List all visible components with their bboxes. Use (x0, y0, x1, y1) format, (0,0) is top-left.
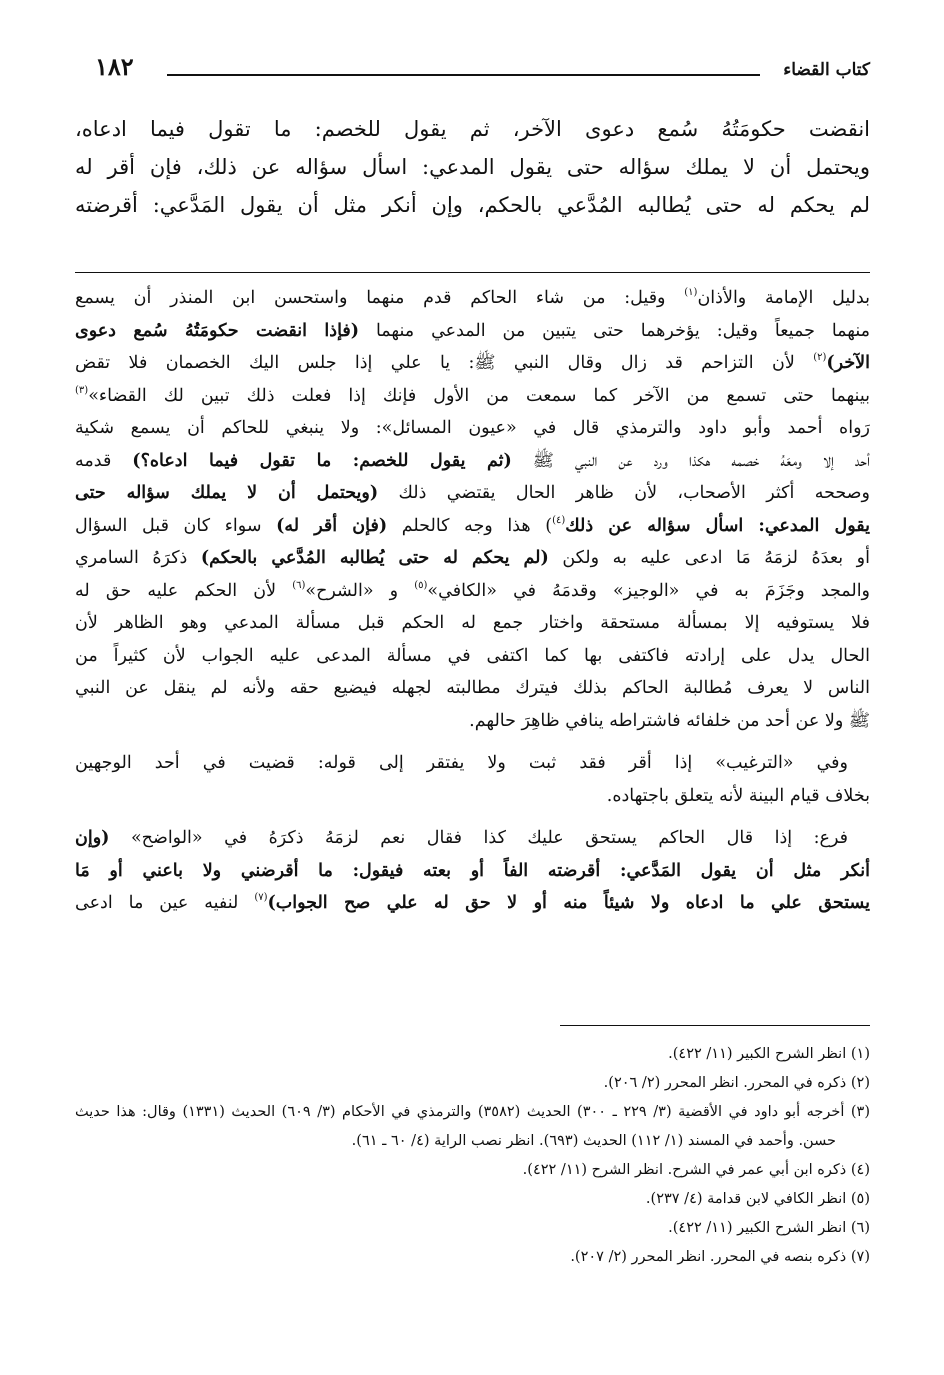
quoted-matn: الآخر) (826, 353, 870, 373)
text-segment: بخلاف قيام البينة لأنه يتعلق باجتهاده. (606, 785, 870, 806)
text-segment: و «الشرح» (305, 580, 415, 601)
text-segment: لنفيه عين ما ادعى (75, 893, 255, 913)
text-segment: بدليل الإمامة والأذان (697, 288, 870, 308)
text-segment: وفي «الترغيب» إذا أقر فقد ثبت ولا يفتقر إلى قوله: قضيت في أحد الوجهين (75, 753, 848, 773)
text-segment: ذكرَهُ السامري (75, 548, 201, 568)
page-number: ١٨٢ (95, 52, 134, 81)
text-segment: فلا يستوفيه إلا بمسألة مستحقة واختار جمع له الحكم قبل مسألة المدعي وهو الظاهر لأن (75, 613, 870, 633)
text-segment: فرع: إذا قال الحاكم يستحق عليك كذا فقال نعم لزمَهُ ذكرَهُ في «الواضح» (109, 828, 848, 848)
text-segment: بينهما حتى تسمع من الآخر كما سمعت من الأول فإنك إذا فعلت ذلك تبين لك القضاء» (88, 385, 870, 406)
footnote-ref[interactable]: (٣) (75, 384, 89, 396)
main-text (75, 110, 870, 224)
text-line (75, 575, 870, 608)
footnote-ref[interactable]: (٧) (254, 892, 268, 903)
footnote: (٧) ذكره بنصه في المحرر. انظر المحرر (٢/ ٢٠٧). (570, 1249, 870, 1265)
text-line (75, 822, 870, 855)
text-line (75, 315, 870, 348)
text-segment: منهما جميعاً وقيل: يؤخرهما حتى يتبين من المدعي منهما (359, 320, 870, 341)
quoted-matn: (فإن أقر له) (276, 515, 388, 536)
text-line (75, 855, 870, 888)
footnote-ref[interactable]: (١) (684, 287, 698, 298)
quoted-matn: (لم يحكم له حتى يُطالبه المُدَّعي بالحكم) (200, 548, 549, 568)
footnote: (٥) انظر الكافي لابن قدامة (٤/ ٢٣٧). (645, 1191, 870, 1207)
text-segment: والمجد وجَزَمَ به في «الوجيز» وقدمَهُ في «الكافي» (427, 580, 871, 601)
quoted-matn: يستحق علي ما ادعاه ولا شيئاً منه أو لا حق له علي صح الجواب) (267, 893, 870, 913)
text-segment: لم يحكم له حتى يُطالبه المُدَّعي بالحكم، وإن أنكر مثل أن يقول المَدَّعي: أقرضته (75, 193, 870, 217)
text-segment: ) هذا وجه كالحلم (387, 515, 553, 536)
chapter-title: كتاب القضاء (783, 60, 870, 80)
text-segment: لأن التزاحم قد زال وقال النبي ﷺ: يا علي إذا جلس اليك الخصمان فلا تقض (75, 353, 814, 373)
text-segment: الحال يدل على إرادته فاكتفى بها كما اكتفى في مسألة المدعى عليه الجواب لأن كثيراً من (75, 645, 870, 666)
running-header (95, 52, 870, 86)
quoted-matn: (وإن (75, 828, 110, 848)
footnote-ref[interactable]: (٥) (414, 579, 428, 591)
quoted-matn: (فإذا انقضت حكومَتُهُ سُمع دعوى (75, 320, 360, 341)
text-segment: قدمه (75, 450, 133, 471)
footnote: (٢) ذكره في المحرر. انظر المحرر (٢/ ٢٠٦). (603, 1075, 870, 1091)
text-segment: ﷺ ولا عن أحد من خلفائه فاشتراطه ينافي ظاهِرَ حالهم. (469, 710, 870, 731)
text-segment: انقضت حكومَتُهُ سُمع دعوى الآخر، ثم يقول للخصم: ما تقول فيما ادعاه، (75, 117, 870, 141)
text-segment: سواء كان قبل السؤال (75, 515, 277, 536)
text-segment: أحد إلا ومعَهُ خصمه هكذا ورد عن النبي ﷺ (511, 450, 871, 471)
quoted-matn: (ثم يقول للخصم: ما تقول فيما ادعاه؟) (132, 450, 512, 471)
text-line (75, 412, 870, 445)
text-line (75, 510, 870, 543)
text-segment: لأن الحكم عليه حق له (75, 580, 293, 601)
text-segment: الناس لا يعرف مُطالبة الحاكم بذلك فيترك مطالبته لجهله فيضيع حقه ولأنه لم ينقل عن النبي (75, 678, 870, 698)
text-line (75, 186, 870, 224)
text-segment: وصححه أكثر الأصحاب، لأن ظاهر الحال يقتضي ذلك (378, 483, 870, 503)
paragraph (75, 747, 870, 812)
footnote-ref[interactable]: (٦) (292, 579, 306, 591)
footnotes (75, 1040, 870, 1272)
footnote-ref[interactable]: (٢) (813, 352, 827, 363)
footnote: (١) انظر الشرح الكبير (١١/ ٤٢٢). (668, 1046, 870, 1062)
footnote-ref[interactable]: (٤) (552, 514, 566, 526)
text-line (75, 780, 870, 813)
commentary-text (75, 282, 870, 920)
text-segment: وقيل: من شاء الحاكم قدم منهما واستحسن ابن المنذر أن يسمع (75, 288, 685, 308)
text-line (75, 347, 870, 380)
text-line (75, 445, 870, 478)
text-line (75, 148, 870, 186)
text-line (75, 477, 870, 510)
text-line (75, 887, 870, 920)
quoted-matn: يقول المدعي: اسأل سؤاله عن ذلك (565, 515, 870, 536)
text-segment: ويحتمل أن لا يملك سؤاله حتى يقول المدعي: اسأل سؤاله عن ذلك، فإن أقر له (75, 155, 870, 179)
text-segment: رَواه أحمد وأبو داود والترمذي قال في «عيون المسائل»: ولا ينبغي للحاكم أن يسمع شكية (75, 418, 870, 438)
paragraph (75, 822, 870, 920)
text-line (75, 542, 870, 575)
quoted-matn: أنكر مثل أن يقول المَدَّعي: أقرضته الفاً أو بعته فيقول: ما أقرضني ولا باعني أو مَا (75, 860, 870, 881)
footnote-divider (560, 1025, 870, 1026)
text-line (75, 282, 870, 315)
quoted-matn: (ويحتمل أن لا يملك سؤاله حتى (75, 483, 379, 503)
text-line (75, 607, 870, 640)
text-line (75, 380, 870, 413)
footnote: (٣) أخرجه أبو داود في الأقضية (٣/ ٢٢٩ ـ ٣٠٠) الحديث (٣٥٨٢) والترمذي في الأحكام (٣/ ٦٠٩) الحديث (١٣٣١) وقال: هذا حديث حسن. وأحمد في المسند (١/ ١١٢) الحديث (٦٩٣). انظر نصب الراية (٤/ ٦٠ ـ ٦١). (75, 1104, 871, 1149)
text-segment: أو بعدَهُ لزمَهُ مَا ادعى عليه به ولكن (548, 548, 870, 568)
header-rule (167, 74, 760, 76)
text-line (75, 705, 870, 738)
paragraph (75, 282, 870, 737)
text-line (75, 110, 870, 148)
text-line (75, 640, 870, 673)
text-divider (75, 272, 870, 273)
text-line (75, 672, 870, 705)
text-line (75, 747, 870, 780)
footnote: (٤) ذكره ابن أبي عمر في الشرح. انظر الشرح (١١/ ٤٢٢). (522, 1162, 870, 1178)
footnote: (٦) انظر الشرح الكبير (١١/ ٤٢٢). (668, 1220, 870, 1236)
